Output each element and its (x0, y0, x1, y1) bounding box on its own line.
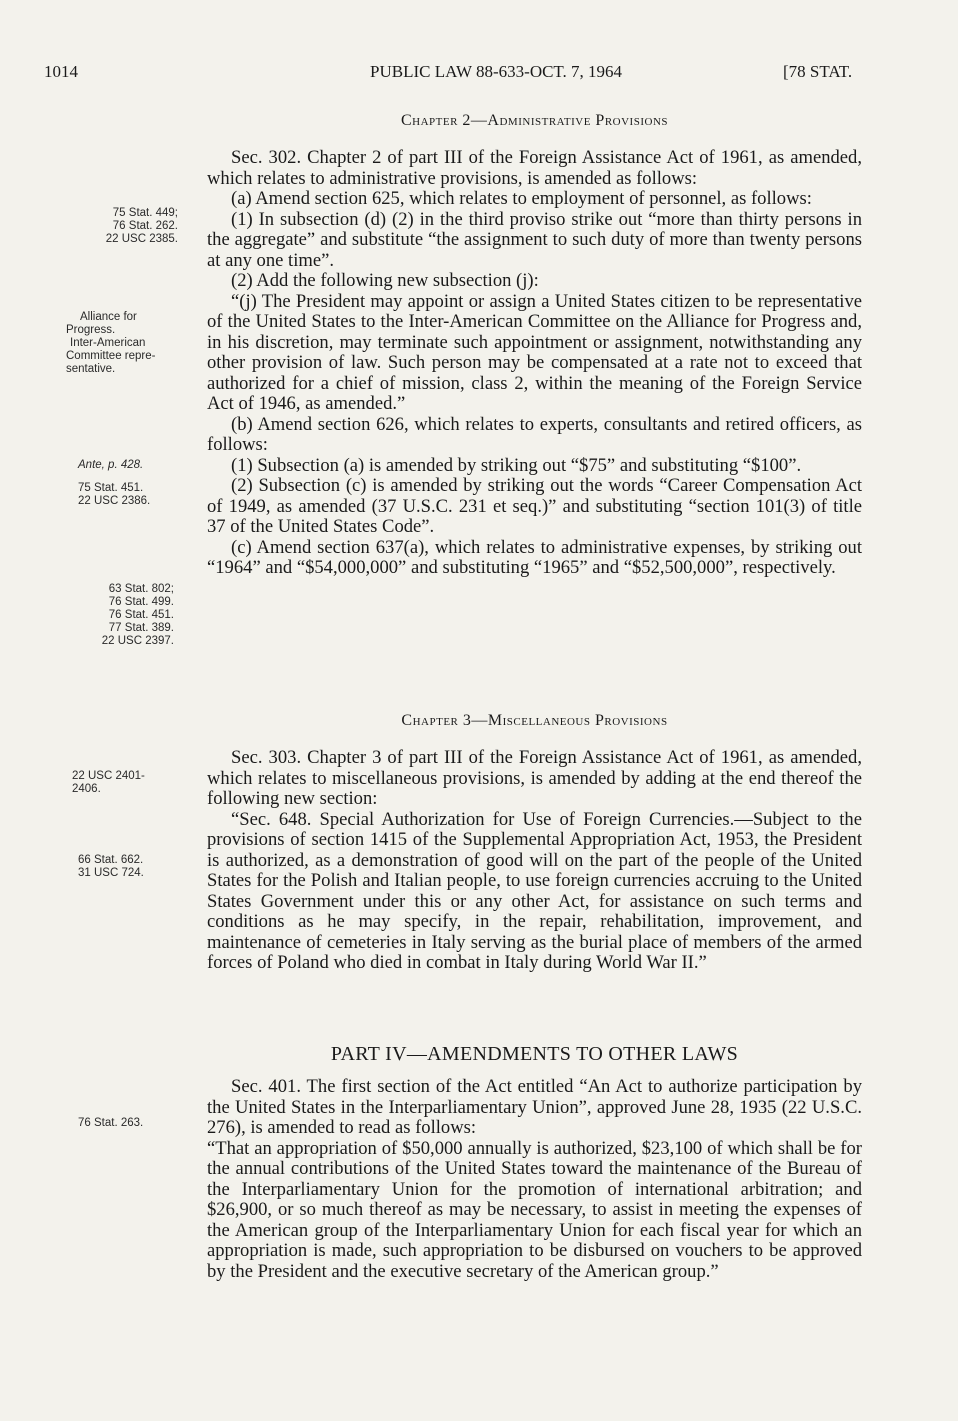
section-paragraph: (2) Add the following new subsection (j): (231, 270, 539, 291)
chapter-2-heading: Chapter 2—Administrative Provisions (400, 112, 669, 129)
section-paragraph: Sec. 401. The first section of the Act entitled “An Act to authorize participation by the United States in the Interparliamentary Union”, approved June 28, 1935 (22 U.S.C. 276), is amended to read as follows: (207, 1076, 862, 1138)
margin-note-line: Committee repre- (66, 350, 156, 362)
section-paragraph: (1) In subsection (d) (2) in the third proviso strike out “more than thirty persons in the aggregate” and substitute “the assignment to such duty of more than twenty persons at any one time”. (207, 208, 862, 271)
margin-note-2 (66, 311, 186, 376)
margin-note-line: 75 Stat. 451. (78, 482, 144, 494)
margin-note-line: 2406. (72, 783, 101, 795)
margin-note-4 (78, 482, 150, 508)
part-4-heading: PART IV—AMENDMENTS TO OTHER LAWS (330, 1043, 739, 1065)
section-paragraph: Sec. 303. Chapter 3 of part III of the Foreign Assistance Act of 1961, as amended, which relates to miscellaneous provisions, is amended by adding at the end thereof the following new section: (207, 747, 862, 809)
page-number: 1014 (44, 62, 78, 81)
part-4-body (207, 1077, 862, 1282)
quoted-amendment: “That an appropriation of $50,000 annually is authorized, $23,100 of which shall be for the annual contributions of the United States toward the maintenance of the Bureau of the Interparliamentary Union for the promotion of international arbitration; and $26,900, or so much thereof as may be necessary, to assist in meeting the expenses of the American group of the Interparliamentary Union for each fiscal year for which an appropriation is made, such appropriation to be disbursed on vouchers to be approved by the President and the executive secretary of the American group.” (207, 1137, 862, 1282)
running-title: PUBLIC LAW 88-633-OCT. 7, 1964 (370, 62, 623, 81)
section-paragraph: (c) Amend section 637(a), which relates to administrative expenses, by striking out “1964” and “$54,000,000” and substituting “1965” and “$52,500,000”, respectively. (207, 536, 862, 578)
chapter-2-body (207, 148, 862, 579)
margin-note-line: 76 Stat. 499. (108, 596, 174, 608)
margin-note-line: Inter-American (70, 337, 146, 349)
section-paragraph: (b) Amend section 626, which relates to experts, consultants and retired officers, as follows: (207, 413, 862, 455)
section-paragraph: (2) Subsection (c) is amended by striking out the words “Career Compensation Act of 1949, as amended (37 U.S.C. 231 et seq.)” and substituting “section 101(3) of title 37 of the United States Code”. (207, 475, 862, 537)
margin-note-5 (64, 583, 174, 648)
margin-note-line: sentative. (66, 363, 116, 375)
margin-note-line: Progress. (66, 324, 116, 336)
margin-note-7 (78, 854, 144, 880)
section-paragraph: (1) Subsection (a) is amended by striking out “$75” and substituting “$100”. (231, 454, 802, 476)
margin-note-line: 63 Stat. 802; (108, 583, 174, 595)
section-paragraph: (a) Amend section 625, which relates to employment of personnel, as follows: (231, 188, 812, 209)
margin-note-line: 22 USC 2386. (78, 495, 151, 507)
margin-note-line: 66 Stat. 662. (78, 854, 144, 866)
margin-note-line: 76 Stat. 262. (112, 220, 178, 232)
margin-note-line: 76 Stat. 451. (108, 609, 174, 621)
margin-note-line: 76 Stat. 263. (78, 1117, 144, 1129)
margin-note-line: 77 Stat. 389. (108, 622, 174, 634)
section-paragraph: Sec. 302. Chapter 2 of part III of the Foreign Assistance Act of 1961, as amended, which relates to administrative provisions, is amended as follows: (207, 147, 862, 189)
section-paragraph: “Sec. 648. Special Authorization for Use of Foreign Currencies.—Subject to the provisions of section 1415 of the Supplemental Appropriation Act, 1953, the President is authorized, as a demonstration of good will on the part of the people of the United States for the Polish and Italian people, to use foreign currencies accruing to the United States Government under this or any other Act, for assistance on such terms and conditions as he may specify, in the repair, rehabilitation, improvement, and maintenance of cemeteries in Italy serving as the burial place of members of the armed forces of Poland who died in combat in Italy during World War II.” (207, 808, 862, 973)
chapter-3-heading: Chapter 3—Miscellaneous Provisions (401, 712, 668, 729)
margin-note-line: 22 USC 2401- (72, 770, 145, 782)
margin-note-3 (78, 459, 143, 472)
margin-note-line: 22 USC 2385. (105, 233, 178, 245)
margin-note-line: 31 USC 724. (78, 867, 144, 879)
margin-note-line: 22 USC 2397. (101, 635, 174, 647)
volume-reference: [78 STAT. (783, 62, 853, 81)
margin-note-line: 75 Stat. 449; (112, 207, 178, 219)
margin-note-line: Ante, p. 428. (78, 459, 144, 471)
chapter-3-body (207, 748, 862, 974)
margin-note-1 (70, 207, 178, 246)
margin-note-6 (72, 770, 145, 796)
margin-note-line: Alliance for (80, 311, 137, 323)
margin-note-8 (78, 1117, 143, 1130)
section-paragraph: “(j) The President may appoint or assign a United States citizen to be representative of the United States to the Inter-American Committee on the Alliance for Progress and, in his discretion, may terminate such appointment or assignment, notwithstanding any other provision of law. Such person may be compensated at a rate not to exceed that authorized for a chief of mission, class 2, within the meaning of the Foreign Service Act of 1946, as amended.” (207, 290, 862, 414)
